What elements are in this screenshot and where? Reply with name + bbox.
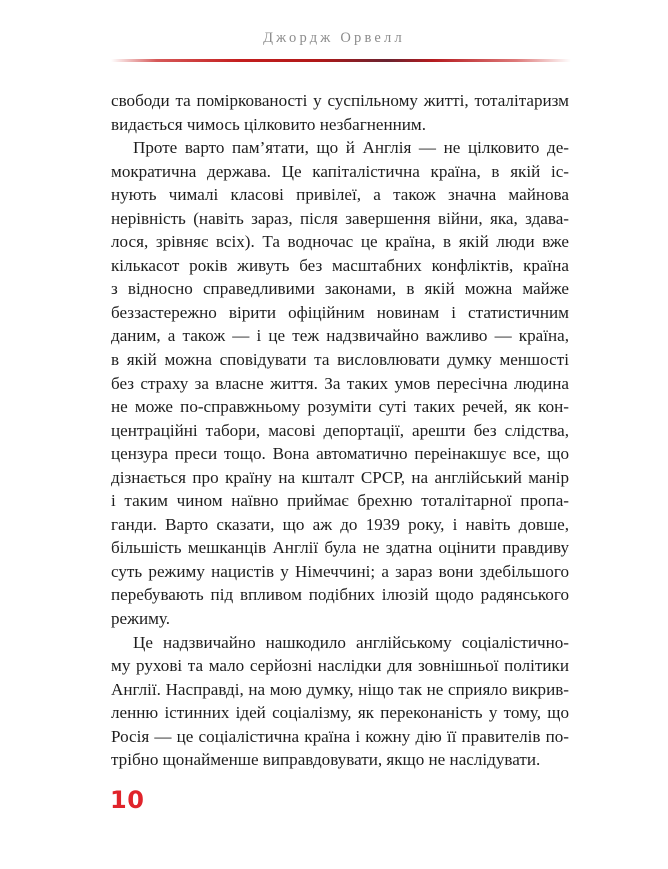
- text-line: мократична держава. Це капіталістична країна, в якій іс-: [111, 161, 569, 181]
- text-line: перебувають під впливом подібних ілюзій щодо радянського: [111, 585, 569, 605]
- text-line: і таким чином наївно приймає брехню тоталітарної пропа-: [111, 491, 569, 511]
- text-line: ленню істинних ідей соціалізму, як переконаність у тому, що: [111, 703, 569, 723]
- page-number: 10: [110, 786, 145, 814]
- text-line: нерівність (навіть зараз, після завершення війни, яка, здава-: [111, 208, 569, 228]
- text-line: суть режиму нацистів у Німеччині; а зараз вони здебільшого: [111, 561, 569, 581]
- text-line: кількасот років живуть без масштабних конфліктів, країна: [111, 255, 569, 275]
- text-line: Це надзвичайно нашкодило англійському соціалістично-: [133, 632, 569, 652]
- text-line: видається чимось цілковито незбагненним.: [111, 114, 426, 134]
- text-line: му рухові та мало серйозні наслідки для зовнішньої політики: [111, 656, 569, 676]
- text-line: цензура преси тощо. Вона автоматично переінакшує все, що: [111, 444, 569, 464]
- text-line: Англії. Насправді, на мою думку, ніщо так не сприяло викрив-: [111, 679, 569, 699]
- text-line: режиму.: [111, 609, 171, 629]
- running-header: Джордж Орвелл: [263, 30, 405, 46]
- text-line: без страху за власне життя. За таких умов пересічна людина: [111, 373, 569, 393]
- text-line: з відносно справедливими законами, в якій можна майже: [111, 279, 569, 299]
- text-line: не може по-справжньому розуміти суті таких речей, як кон-: [111, 397, 569, 417]
- body-text: [111, 89, 569, 772]
- text-line: в якій можна сповідувати та висловлювати думку меншості: [111, 350, 569, 370]
- text-line: дізнається про країну на кшталт СРСР, на англійський манір: [111, 467, 569, 487]
- text-line: даним, а також — і це теж надзвичайно важливо — країна,: [111, 326, 569, 346]
- text-line: лося, зрівняє всіх). Та водночас це країна, в якій люди вже: [111, 232, 569, 252]
- text-line: Проте варто пам’ятати, що й Англія — не цілковито де-: [133, 138, 569, 158]
- text-line: Росія — це соціалістична країна і кожну дію її правителів по-: [111, 726, 569, 746]
- text-line: свободи та поміркованості у суспільному житті, тоталітаризм: [111, 91, 569, 110]
- header-rule: [111, 59, 571, 62]
- text-line: трібно щонайменше виправдовувати, якщо не наслідувати.: [111, 750, 541, 770]
- text-line: ганди. Варто сказати, що аж до 1939 року, і навіть довше,: [111, 514, 569, 534]
- text-line: центраційні табори, масові депортації, арешти без слідства,: [111, 420, 569, 440]
- text-line: беззастережно вірити офіційним новинам і статистичним: [111, 302, 569, 322]
- text-line: більшість мешканців Англії була не здатна оцінити правдиву: [111, 538, 569, 558]
- text-line: нують чималі класові привілеї, а також значна майнова: [111, 185, 569, 205]
